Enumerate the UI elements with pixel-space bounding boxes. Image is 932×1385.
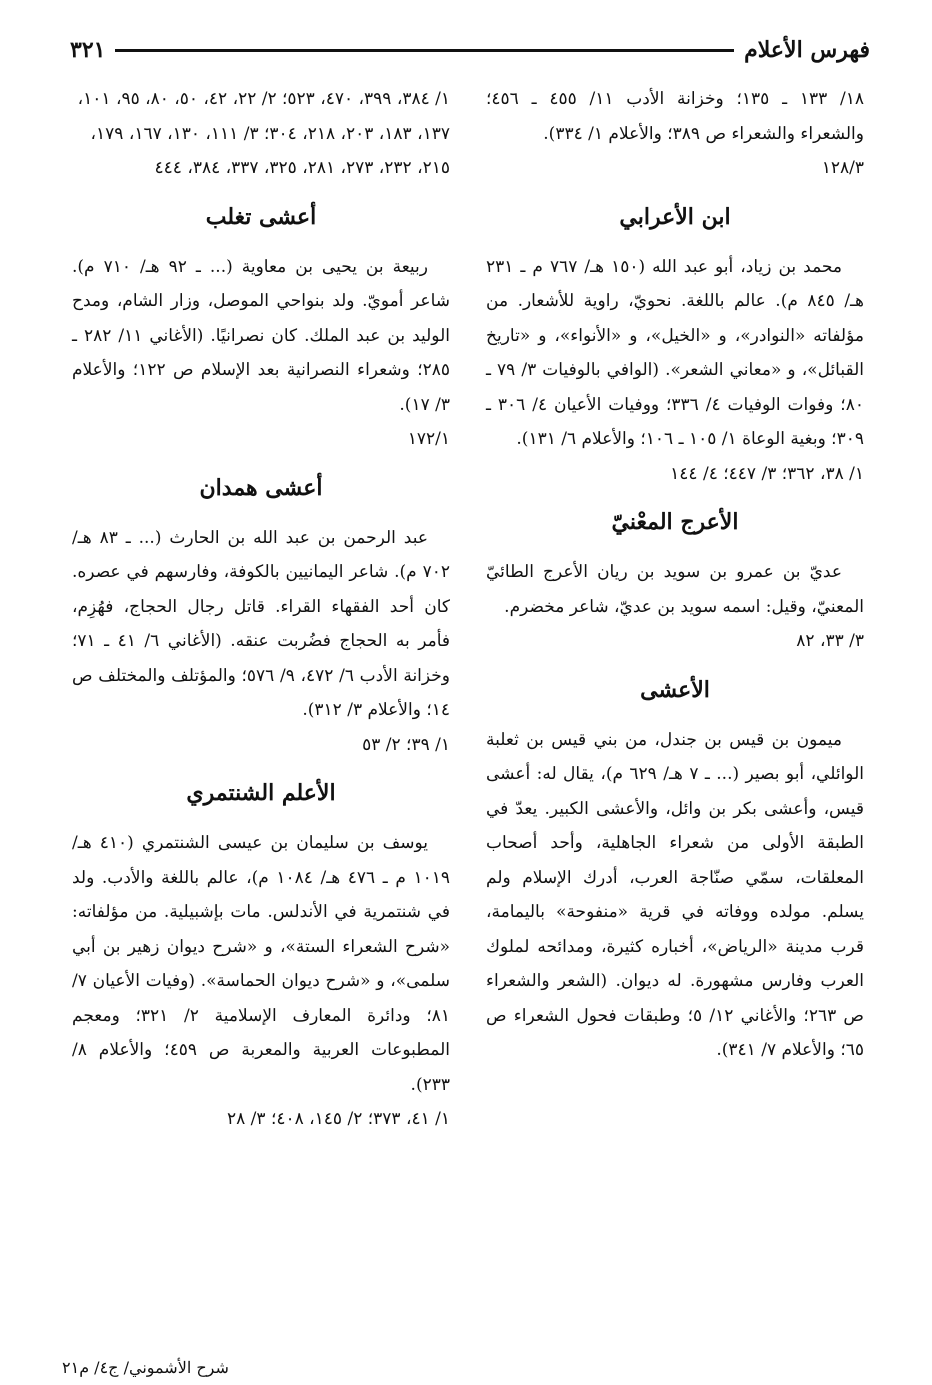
header-rule bbox=[115, 49, 734, 52]
entry-name: الأعشى bbox=[640, 676, 710, 703]
entry-name: الأعرج المعْنيّ bbox=[611, 509, 739, 535]
continued-entry bbox=[72, 82, 450, 186]
page-header bbox=[70, 30, 870, 70]
entry-name: أعشى تغلب bbox=[205, 203, 317, 230]
entry-refs: ١٧٢/١ bbox=[407, 429, 450, 449]
page-number: ٣٢١ bbox=[70, 37, 106, 63]
entry-asha-taghlib bbox=[72, 200, 450, 457]
continued-entry bbox=[486, 82, 864, 186]
entry-bio: ١٨/ ١٣٣ ـ ١٣٥؛ وخزانة الأدب ١١/ ٤٥٥ ـ ٤٥٦؛ والشعراء والشعراء ص ٣٨٩؛ والأعلام ١/ ٣٣٤). bbox=[486, 89, 864, 144]
entry-ibn-al-arabi bbox=[486, 200, 864, 492]
right-column bbox=[486, 82, 864, 1068]
entry-bio: محمد بن زياد، أبو عبد الله (١٥٠ هـ/ ٧٦٧ م ـ ٢٣١ هـ/ ٨٤٥ م). عالم باللغة. نحويّ، راوية للأشعار. من مؤلفاته «النوادر»، و «الخيل»، و «الأنواء»، و «تاريخ القبائل»، و «معاني الشعر». (الوافي بالوفيات ٣/ ٧٩ ـ ٨٠؛ وفوات الوفيات ٤/ ٣٣٦؛ ووفيات الأعيان ٤/ ٣٠٦ ـ ٣٠٩؛ وبغية الوعاة ١/ ١٠٥ ـ ١٠٦؛ والأعلام ٦/ ١٣١). bbox=[486, 256, 864, 449]
entry-refs: ١/ ٣٨، ٣٦٢؛ ٣/ ٤٤٧؛ ٤/ ١٤٤ bbox=[670, 463, 864, 484]
entry-bio: عديّ بن عمرو بن سويد بن ريان الأعرج الطائيّ المعنيّ، وقيل: اسمه سويد بن عديّ، شاعر مخضرم. bbox=[486, 562, 864, 617]
entry-al-asha bbox=[486, 673, 864, 1068]
entry-refs: ٣/ ٣٣، ٨٢ bbox=[796, 631, 864, 651]
entry-asha-hamdan bbox=[72, 471, 450, 763]
left-column bbox=[72, 82, 450, 1137]
entry-name: الأعلم الشنتمري bbox=[186, 780, 336, 806]
entry-bio: عبد الرحمن بن عبد الله بن الحارث (... ـ ٨٣ هـ/ ٧٠٢ م). شاعر اليمانيين بالكوفة، وفارسهم في عصره. كان أحد الفقهاء القراء. قاتل رجال الحجاج، فهُزِم، فأمر به الحجاج فضُربت عنقه. (الأغاني ٦/ ٤١ ـ ٧١؛ وخزانة الأدب ٦/ ٤٧٢، ٩/ ٥٧٦؛ والمؤتلف والمختلف ص ١٤؛ والأعلام ٣/ ٣١٢). bbox=[72, 527, 451, 720]
page-footer: شرح الأشموني/ ج٤/ م٢١ bbox=[62, 1358, 229, 1377]
entry-refs: ١/ ٣٨٤، ٣٩٩، ٤٧٠، ٥٢٣؛ ٢/ ٢٢، ٤٢، ٥٠، ٨٠، ٩٥، ١٠١، ١٣٧، ١٨٣، ٢٠٣، ٢١٨، ٣٠٤؛ ٣/ ١١١، ١٣٠، ١٦٧، ١٧٩، ٢١٥، ٢٣٢، ٢٧٣، ٢٨١، ٣٢٥، ٣٣٧، ٣٨٤، ٤٤٤ bbox=[77, 89, 450, 178]
entry-bio: ميمون بن قيس بن جندل، من بني قيس بن ثعلبة الوائلي، أبو بصير (... ـ ٧ هـ/ ٦٢٩ م)، يقال له: أعشى قيس، وأعشى بكر بن وائل، والأعشى الكبير. يعدّ في الطبقة الأولى من شعراء الجاهلية، وأحد أصحاب المعلقات، سمّي صنّاجة العرب، أدرك الإسلام ولم يسلم. مولده ووفاته في قرية «منفوحة» باليمامة، قرب مدينة «الرياض»، أخباره كثيرة، ومدائحه لملوك العرب وفارس مشهورة. له ديوان. (الشعر والشعراء ص ٢٦٣؛ والأغاني ١٢/ ٥؛ وطبقات فحول الشعراء ص ٦٥؛ والأعلام ٧/ ٣٤١). bbox=[486, 729, 864, 1060]
entry-al-araj bbox=[486, 505, 864, 659]
entry-name: ابن الأعرابي bbox=[619, 203, 731, 230]
entry-refs: ١٢٨/٣ bbox=[821, 158, 864, 178]
entry-al-alam-al-shantamari bbox=[72, 776, 450, 1137]
entry-bio: ربيعة بن يحيى بن معاوية (... ـ ٩٢ هـ/ ٧١٠ م). شاعر أمويّ. ولد بنواحي الموصل، وزار الشام، ومدح الوليد بن عبد الملك. كان نصرانيًا. (الأغاني ١١/ ٢٨٢ ـ ٢٨٥؛ وشعراء النصرانية بعد الإسلام ص ١٢٢؛ والأعلام ٣/ ١٧). bbox=[72, 256, 451, 415]
entry-bio: يوسف بن سليمان بن عيسى الشنتمري (٤١٠ هـ/ ١٠١٩ م ـ ٤٧٦ هـ/ ١٠٨٤ م)، عالم باللغة والأدب. ولد في شنتمرية في الأندلس. مات بإشبيلية. من مؤلفاته: «شرح الشعراء الستة»، و «شرح ديوان زهير بن أبي سلمى»، و «شرح ديوان الحماسة». (وفيات الأعيان ٧/ ٨١؛ ودائرة المعارف الإسلامية ٢/ ٣٢١؛ ومعجم المطبوعات العربية والمعربة ص ٤٥٩؛ والأعلام ٨/ ٢٣٣). bbox=[72, 833, 451, 1095]
entry-refs: ١/ ٣٩؛ ٢/ ٥٣ bbox=[362, 734, 450, 755]
entry-refs: ١/ ٤١، ٣٧٣؛ ٢/ ١٤٥، ٤٠٨؛ ٣/ ٢٨ bbox=[227, 1109, 450, 1129]
entry-name: أعشى همدان bbox=[199, 474, 323, 501]
running-title: فهرس الأعلام bbox=[744, 37, 870, 63]
